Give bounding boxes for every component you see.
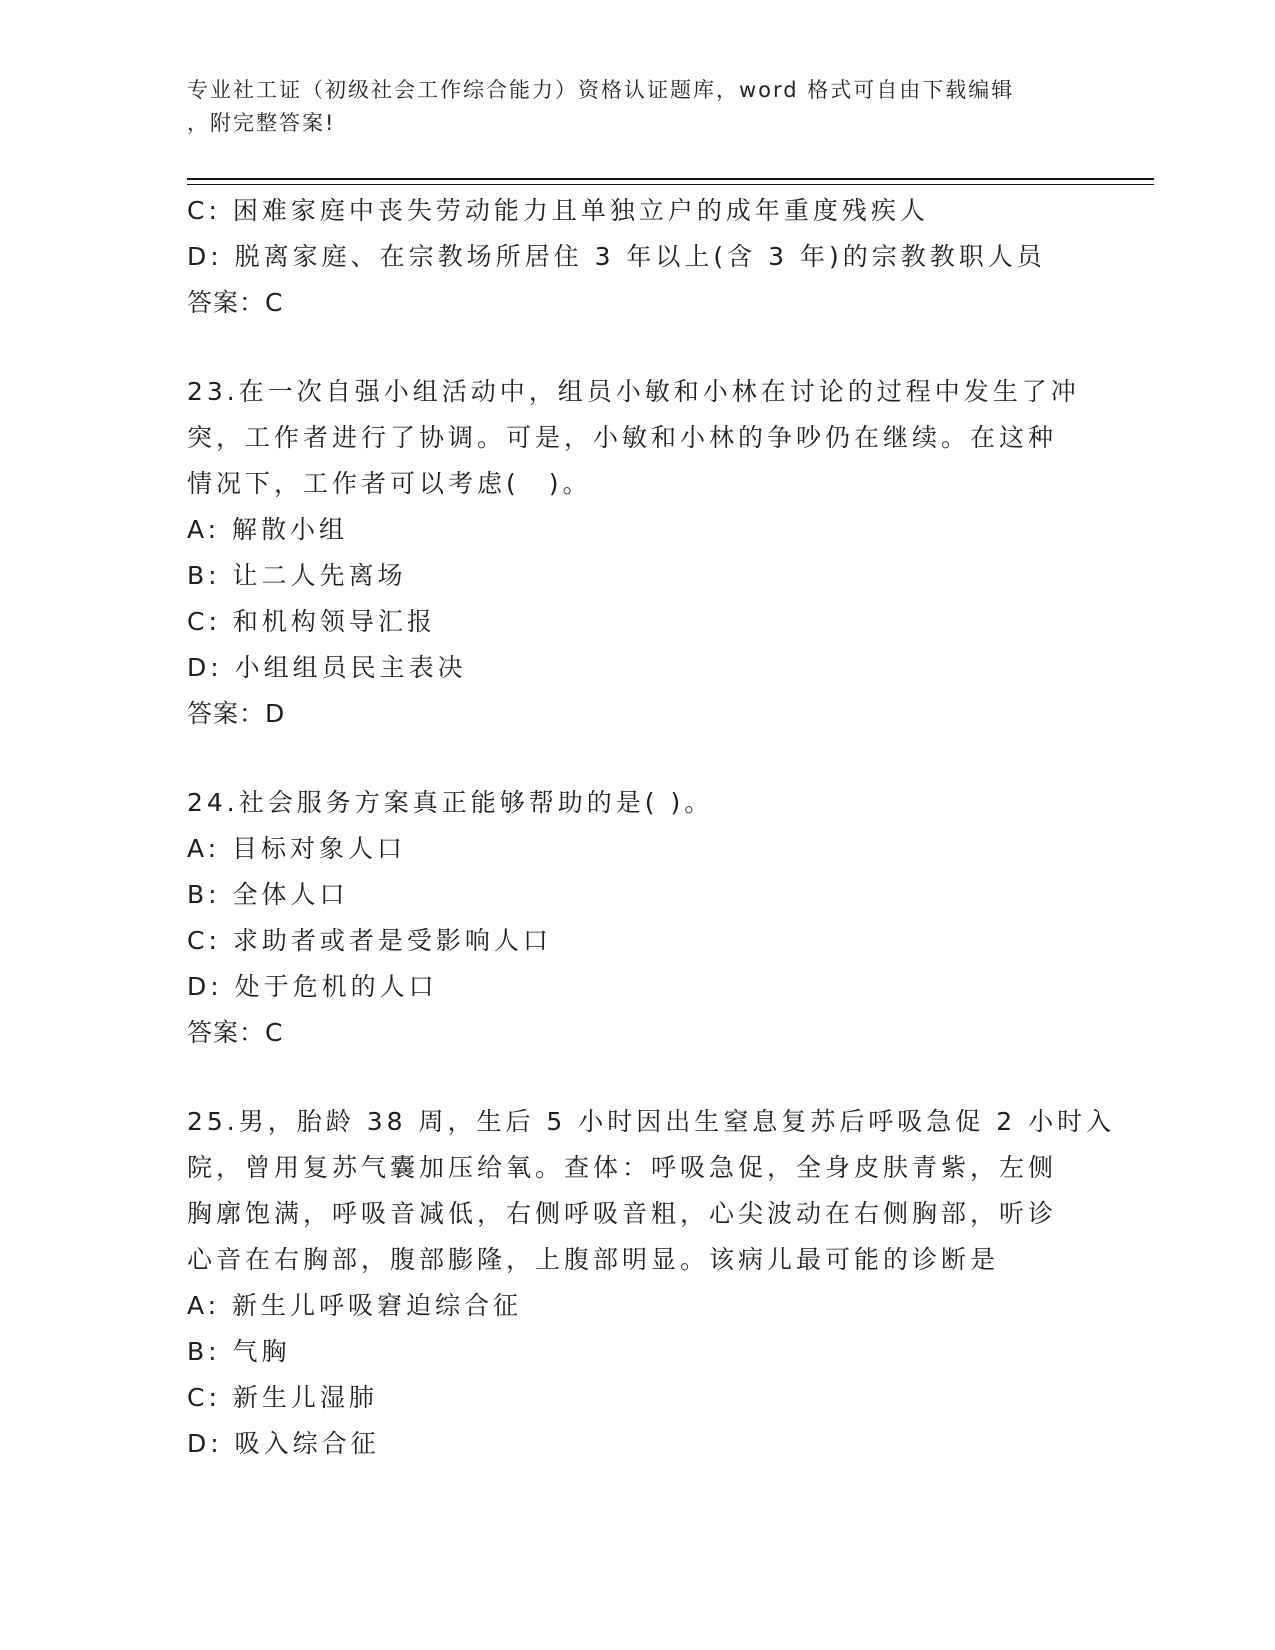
question-stem-line: 院，曾用复苏气囊加压给氧。查体：呼吸急促，全身皮肤青紫，左侧 (187, 1153, 1058, 1182)
question-stem-line: 心音在右胸部，腹部膨隆，上腹部明显。该病儿最可能的诊断是 (187, 1245, 1000, 1274)
question-23 (187, 369, 1087, 737)
option-a: A: 目标对象人口 (187, 834, 407, 863)
option-a: A: 解散小组 (187, 515, 349, 544)
question-25 (187, 1099, 1116, 1467)
option-d: D: 吸入综合征 (187, 1429, 380, 1458)
answer-line: 答案：C (187, 288, 284, 317)
answer-line: 答案：C (187, 1018, 284, 1047)
header-divider-thin (187, 184, 1154, 185)
answer-line: 答案：D (187, 699, 286, 728)
header-title-line-2: ，附完整答案! (187, 111, 336, 135)
question-stem-line: 25.男，胎龄 38 周，生后 5 小时因出生窒息复苏后呼吸急促 2 小时入 (187, 1107, 1116, 1136)
question-24 (187, 780, 1087, 1056)
option-c: C: 困难家庭中丧失劳动能力且单独立户的成年重度残疾人 (187, 196, 929, 225)
option-d: D: 脱离家庭、在宗教场所居住 3 年以上(含 3 年)的宗教教职人员 (187, 242, 1046, 271)
option-a: A: 新生儿呼吸窘迫综合征 (187, 1291, 523, 1320)
document-header (187, 74, 1067, 140)
spacer (187, 326, 1087, 369)
option-d: D: 处于危机的人口 (187, 972, 438, 1001)
option-d: D: 小组组员民主表决 (187, 653, 467, 682)
question-list (187, 188, 1116, 1467)
spacer (187, 1056, 1087, 1099)
question-stem-line: 23.在一次自强小组活动中，组员小敏和小林在讨论的过程中发生了冲 (187, 377, 1080, 406)
header-title-line-1: 专业社工证（初级社会工作综合能力）资格认证题库，word 格式可自由下载编辑 (187, 78, 1015, 102)
option-c: C: 新生儿湿肺 (187, 1383, 378, 1412)
question-stem-line: 24.社会服务方案真正能够帮助的是( )。 (187, 788, 714, 817)
option-c: C: 求助者或者是受影响人口 (187, 926, 552, 955)
question-22-tail (187, 188, 1087, 326)
header-divider-thick (187, 178, 1154, 180)
question-stem-line: 情况下，工作者可以考虑( )。 (187, 469, 592, 498)
option-c: C: 和机构领导汇报 (187, 607, 436, 636)
option-b: B: 气胸 (187, 1337, 291, 1366)
spacer (187, 737, 1087, 780)
question-stem-line: 胸廓饱满，呼吸音减低，右侧呼吸音粗，心尖波动在右侧胸部，听诊 (187, 1199, 1058, 1228)
option-b: B: 全体人口 (187, 880, 349, 909)
option-b: B: 让二人先离场 (187, 561, 407, 590)
question-stem-line: 突，工作者进行了协调。可是，小敏和小林的争吵仍在继续。在这种 (187, 423, 1058, 452)
